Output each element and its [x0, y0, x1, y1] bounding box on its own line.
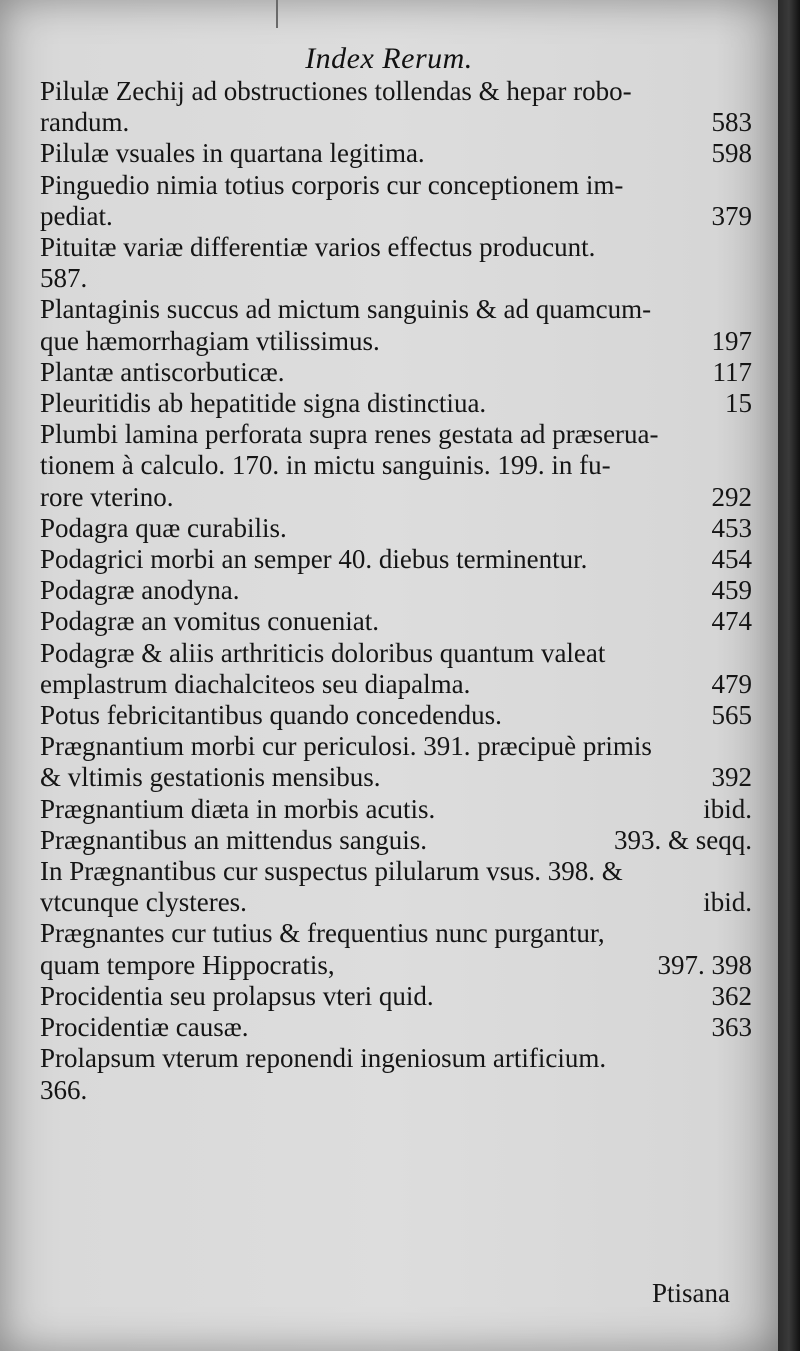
index-entry: [40, 606, 752, 637]
catchword: Ptisana: [652, 1278, 730, 1308]
index-entry-line: [40, 544, 752, 575]
entry-text: Pilulæ Zechij ad obstructiones tollendas & hepar robo-: [40, 76, 632, 106]
entry-text: 366.: [40, 1074, 88, 1105]
index-entry-line: [40, 138, 752, 169]
index-entry-line: [40, 1074, 752, 1106]
index-entry: [40, 575, 752, 606]
entry-text: Podagra quæ curabilis.: [40, 512, 287, 543]
entry-text: Prægnantes cur tutius & frequentius nunc purgantur,: [40, 918, 605, 949]
page-reference: 583: [711, 107, 752, 138]
page-edge-shadow: [778, 0, 800, 1351]
page-reference: 392: [711, 762, 752, 793]
index-entry-line: [40, 512, 752, 544]
index-entry-line: [40, 169, 752, 201]
entry-text: Procidentia seu prolapsus vteri quid.: [40, 980, 434, 1011]
index-entry-line: [40, 1043, 752, 1074]
index-entry-line: [40, 700, 752, 731]
entry-text: Pleuritidis ab hepatitide signa distinctiua.: [40, 388, 487, 419]
index-entry-line: [40, 263, 752, 294]
page-reference: 363: [711, 1012, 752, 1043]
index-entry: [40, 138, 752, 169]
entry-text: randum.: [40, 107, 130, 138]
index-entry: [40, 700, 752, 731]
entry-text: tionem à calculo. 170. in mictu sanguinis. 199. in fu-: [40, 450, 611, 481]
index-entry-line: [40, 76, 752, 107]
index-entry: [40, 918, 752, 980]
index-entry-line: [40, 481, 752, 513]
entry-text: Podagræ an vomitus conueniat.: [40, 606, 379, 637]
entry-text: Pilulæ vsuales in quartana legitima.: [40, 138, 425, 169]
index-entry-line: [40, 450, 752, 481]
index-entry-line: [40, 762, 752, 793]
page-reference: 379: [711, 200, 752, 231]
entry-text: Plantæ antiscorbuticæ.: [40, 356, 285, 387]
entry-text: Plantaginis succus ad mictum sanguinis & ad quamcum-: [40, 294, 652, 325]
page-reference: 15: [725, 388, 752, 419]
index-entry: [40, 1012, 752, 1043]
index-entry: [40, 419, 752, 513]
index-entry: [40, 388, 752, 419]
entry-text: emplastrum diachalciteos seu diapalma.: [40, 668, 471, 699]
entry-text: Podagræ anodyna.: [40, 575, 240, 606]
running-head: Index Rerum.: [305, 42, 473, 75]
index-entry-line: [40, 325, 752, 357]
index-entry-line: [40, 887, 752, 918]
entry-text: In Prægnantibus cur suspectus pilularum vsus. 398. &: [40, 856, 623, 887]
entry-text: Podagrici morbi an semper 40. diebus terminentur.: [40, 544, 588, 575]
page-reference: 598: [711, 138, 752, 169]
index-entry: [40, 357, 752, 388]
page-reference: 292: [711, 481, 752, 512]
page-reference: ibid.: [703, 887, 752, 918]
entry-text: rore vterino.: [40, 481, 174, 512]
entry-text: Potus febricitantibus quando concedendus.: [40, 700, 502, 731]
entry-text: pediat.: [40, 200, 113, 231]
index-entry-line: [40, 980, 752, 1012]
index-entry: [40, 294, 752, 356]
page-reference: 393. & seqq.: [614, 824, 752, 855]
page-reference: 117: [712, 356, 752, 387]
index-entry: [40, 638, 752, 700]
entry-text: & vltimis gestationis mensibus.: [40, 762, 381, 793]
entry-text: Pituitæ variæ differentiæ varios effectus producunt.: [40, 232, 596, 263]
page-reference: 459: [711, 575, 752, 606]
page-fold-mark: [276, 0, 278, 28]
index-entry-line: [40, 731, 752, 762]
index-entry: [40, 513, 752, 544]
page-reference: 565: [711, 700, 752, 731]
index-entry: [40, 1043, 752, 1105]
entry-text: Prægnantium diæta in morbis acutis.: [40, 793, 436, 824]
index-entry-line: [40, 824, 752, 856]
index-entry: [40, 170, 752, 232]
index-entry-line: [40, 793, 752, 825]
index-entries: [40, 76, 752, 1106]
index-entry-line: [40, 606, 752, 637]
entry-text: Podagræ & aliis arthriticis doloribus quantum valeat: [40, 637, 606, 668]
entry-text: Prægnantibus an mittendus sanguis.: [40, 824, 427, 855]
index-entry-line: [40, 949, 752, 981]
index-entry-line: [40, 918, 752, 949]
index-entry-line: [40, 419, 752, 450]
page-reference: 197: [711, 325, 752, 356]
entry-text: Pinguedio nimia totius corporis cur conceptionem im-: [40, 169, 624, 200]
index-entry: [40, 981, 752, 1012]
entry-text: 587.: [40, 263, 88, 294]
page-reference: 454: [711, 544, 752, 575]
index-entry: [40, 856, 752, 918]
page-reference: 479: [711, 668, 752, 699]
index-entry-line: [40, 637, 752, 669]
entry-text: Procidentiæ causæ.: [40, 1012, 249, 1043]
entry-text: Prægnantium morbi cur periculosi. 391. præcipuè primis: [40, 731, 652, 762]
index-entry-line: [40, 294, 752, 325]
index-entry: [40, 731, 752, 793]
page-reference: 453: [711, 512, 752, 543]
index-entry-line: [40, 200, 752, 232]
index-entry-line: [40, 856, 752, 887]
page-reference: 397. 398: [657, 949, 752, 980]
index-entry-line: [40, 668, 752, 700]
index-entry: [40, 794, 752, 825]
entry-text: Prolapsum vterum reponendi ingeniosum artificium.: [40, 1043, 607, 1074]
index-entry-line: [40, 356, 752, 388]
index-entry-line: [40, 575, 752, 606]
index-entry: [40, 825, 752, 856]
index-entry-line: [40, 107, 752, 138]
index-entry-line: [40, 232, 752, 263]
page-reference: ibid.: [703, 793, 752, 824]
entry-text: Plumbi lamina perforata supra renes gestata ad præserua-: [40, 419, 659, 450]
page-reference: 474: [711, 606, 752, 637]
index-entry-line: [40, 388, 752, 419]
entry-text: quam tempore Hippocratis,: [40, 949, 335, 980]
index-entry: [40, 232, 752, 294]
page-reference: 362: [711, 980, 752, 1011]
entry-text: vtcunque clysteres.: [40, 887, 247, 918]
index-entry: [40, 544, 752, 575]
index-entry-line: [40, 1012, 752, 1043]
entry-text: que hæmorrhagiam vtilissimus.: [40, 325, 380, 356]
index-entry: [40, 76, 752, 138]
